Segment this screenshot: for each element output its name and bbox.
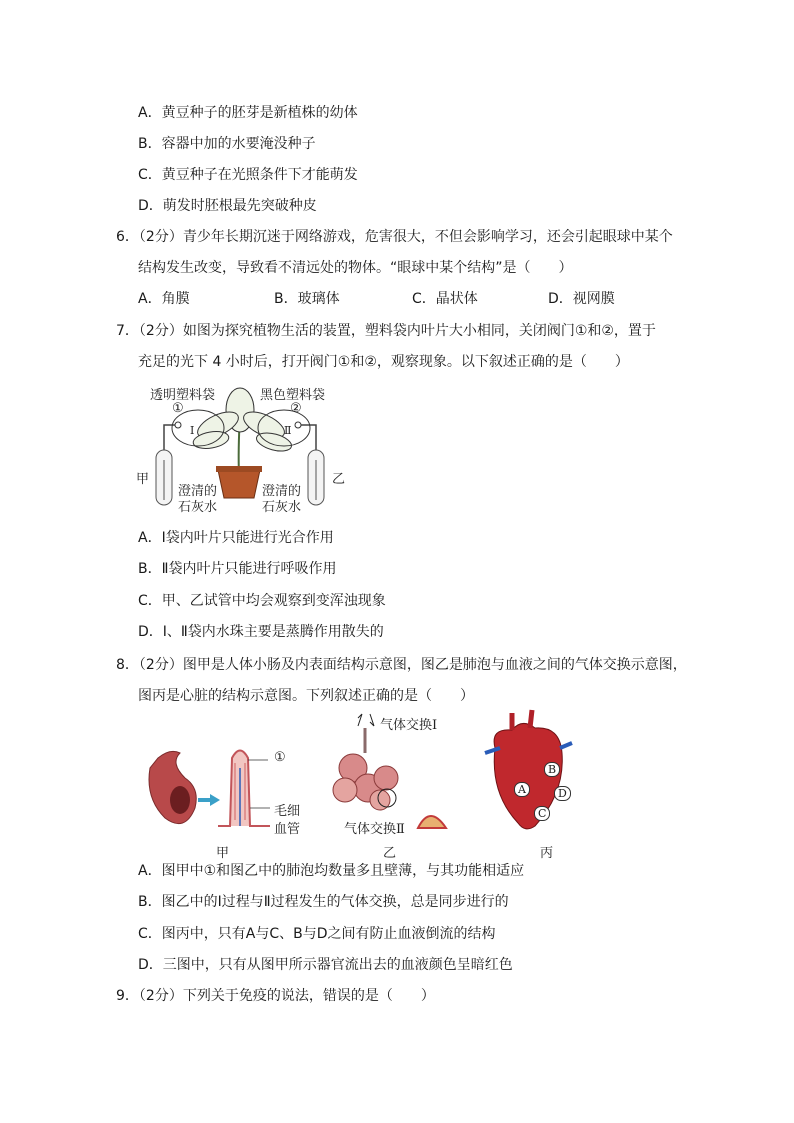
- heart-chamber-d: D: [554, 786, 571, 801]
- q8-option-d: D．三图中，只有从图甲所示器官流出去的血液颜色呈暗红色: [138, 957, 513, 973]
- q7-option-a: A．Ⅰ袋内叶片只能进行光合作用: [138, 530, 334, 546]
- heart-chamber-c: C: [534, 806, 550, 821]
- bag-2-label: Ⅱ: [284, 424, 292, 437]
- limewater-right-line1: 澄清的: [262, 484, 302, 499]
- bag-1-label: Ⅰ: [190, 424, 195, 437]
- q7-stem-line1: 7．（2分）如图为探究植物生活的装置，塑料袋内叶片大小相同，关闭阀门①和②，置于: [116, 323, 656, 339]
- q6-option-a: A．角膜: [138, 291, 190, 307]
- q8-stem-line1: 8．（2分）图甲是人体小肠及内表面结构示意图，图乙是肺泡与血液之间的气体交换示意图，: [116, 657, 687, 673]
- black-bag-label: 黑色塑料袋: [260, 388, 326, 403]
- villus-marker-label: ①: [274, 750, 286, 765]
- capillary-label-line2: 血管: [274, 822, 301, 837]
- q6-option-d: D．视网膜: [548, 291, 615, 307]
- gas-exchange-1-label: 气体交换Ⅰ: [380, 718, 438, 733]
- limewater-right-line2: 石灰水: [262, 500, 302, 515]
- q5-option-d: D．萌发时胚根最先突破种皮: [138, 198, 317, 214]
- heart-chamber-a: A: [514, 782, 530, 797]
- caption-yi: 乙: [383, 846, 397, 861]
- tube-jia-label: 甲: [136, 472, 150, 487]
- clear-bag-label: 透明塑料袋: [150, 388, 216, 403]
- q8-stem-line2: 图丙是心脏的结构示意图。下列叙述正确的是（ ）: [138, 688, 474, 704]
- q5-option-b: B．容器中加的水要淹没种子: [138, 136, 316, 152]
- q7-plant-apparatus-figure: [136, 380, 356, 520]
- limewater-left-line1: 澄清的: [178, 484, 218, 499]
- q6-stem-line1: 6．（2分）青少年长期沉迷于网络游戏，危害很大，不但会影响学习，还会引起眼球中某个: [116, 229, 673, 245]
- q7-option-d: D．Ⅰ、Ⅱ袋内水珠主要是蒸腾作用散失的: [138, 624, 384, 640]
- q9-stem-line1: 9．（2分）下列关于免疫的说法，错误的是（ ）: [116, 988, 435, 1004]
- q6-stem-line2: 结构发生改变，导致看不清远处的物体。“眼球中某个结构”是（ ）: [138, 260, 573, 276]
- q8-option-b: B．图乙中的Ⅰ过程与Ⅱ过程发生的气体交换，总是同步进行的: [138, 894, 509, 910]
- q8-figure-group: [140, 708, 600, 863]
- q5-option-a: A．黄豆种子的胚芽是新植株的幼体: [138, 105, 358, 121]
- q6-option-b: B．玻璃体: [274, 291, 340, 307]
- valve-2-label: ②: [290, 401, 302, 416]
- tube-yi-label: 乙: [332, 472, 346, 487]
- q8-option-c: C．图丙中，只有A与C、B与D之间有防止血液倒流的结构: [138, 926, 496, 942]
- q8-figures-drawing: [140, 708, 600, 863]
- heart-chamber-b: B: [544, 762, 560, 777]
- valve-1-label: ①: [172, 401, 184, 416]
- q7-stem-line2: 充足的光下 4 小时后，打开阀门①和②，观察现象。以下叙述正确的是（ ）: [138, 354, 629, 370]
- q6-option-c: C．晶状体: [412, 291, 478, 307]
- q8-option-a: A．图甲中①和图乙中的肺泡均数量多且壁薄，与其功能相适应: [138, 863, 525, 879]
- caption-bing: 丙: [540, 846, 554, 861]
- caption-jia: 甲: [216, 846, 230, 861]
- capillary-label-line1: 毛细: [274, 804, 301, 819]
- gas-exchange-2-label: 气体交换Ⅱ: [344, 822, 405, 837]
- q7-option-b: B．Ⅱ袋内叶片只能进行呼吸作用: [138, 561, 337, 577]
- limewater-left-line2: 石灰水: [178, 500, 218, 515]
- q7-option-c: C．甲、乙试管中均会观察到变浑浊现象: [138, 593, 386, 609]
- q5-option-c: C．黄豆种子在光照条件下才能萌发: [138, 167, 358, 183]
